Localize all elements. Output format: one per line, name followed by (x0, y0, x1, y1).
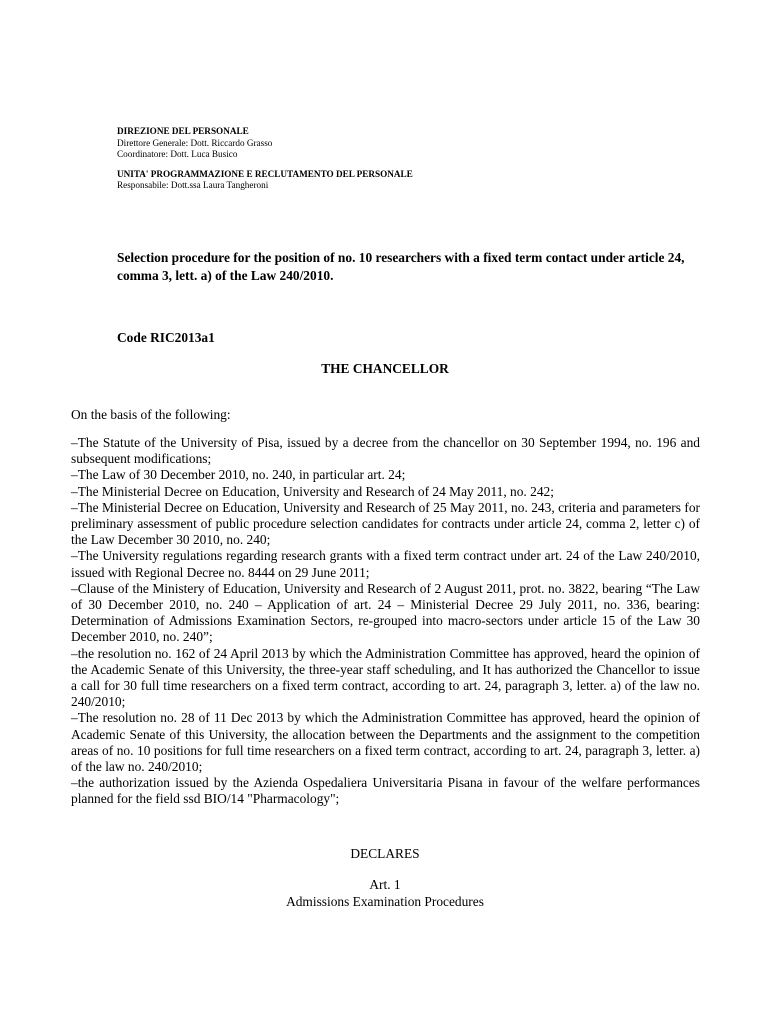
document-subject: Selection procedure for the position of no. 10 researchers with a fixed term contact under article 24, comma 3, lett. a) of the Law 240/2010. (117, 250, 685, 283)
coordinator-line: Coordinatore: Dott. Luca Busico (117, 149, 238, 160)
premises-list (71, 435, 700, 808)
premise-item: –The Ministerial Decree on Education, University and Research of 24 May 2011, no. 242; (71, 483, 554, 499)
premise-item: –The resolution no. 28 of 11 Dec 2013 by which the Administration Committee has approved, heard the opinion of Academic Senate of this University, the allocation between the Departments and the assignment to the competition areas of no. 10 positions for full time researchers on a fixed term contract, according to art. 24, paragraph 3, letter. a) of the law no. 240/2010; (71, 710, 700, 775)
unit-name: UNITA' PROGRAMMAZIONE E RECLUTAMENTO DEL PERSONALE (117, 168, 413, 179)
premise-item: –the authorization issued by the Azienda Ospedaliera Universitaria Pisana in favour of the welfare performances planned for the field ssd BIO/14 "Pharmacology"; (71, 775, 700, 807)
basis-intro: On the basis of the following: (71, 407, 231, 422)
premise-item: –the resolution no. 162 of 24 April 2013 by which the Administration Committee has approved, heard the opinion of the Academic Senate of this University, the three-year staff scheduling, and It has authorized the Chancellor to issue a call for 30 full time researchers on a fixed term contract, according to art. 24, paragraph 3, letter. a) of the law no. 240/2010; (71, 645, 700, 710)
declares-heading: DECLARES (350, 846, 420, 861)
article-heading (0, 876, 770, 910)
article-number: Art. 1 (369, 877, 401, 892)
department-name: DIREZIONE DEL PERSONALE (117, 126, 249, 136)
article-title: Admissions Examination Procedures (286, 894, 484, 909)
premise-item: –The Ministerial Decree on Education, University and Research of 25 May 2011, no. 243, criteria and parameters for preliminary assessment of public procedure selection candidates for contracts under article 24, comma 2, letter c) of the Law December 30 2010, no. 240; (71, 499, 700, 548)
procedure-code: Code RIC2013a1 (117, 330, 215, 345)
premise-item: –Clause of the Ministery of Education, University and Research of 2 August 2011, prot. no. 3822, bearing “The Law of 30 December 2010, no. 240 – Application of art. 24 – Ministerial Decree 29 July 2011, no. 336, bearing: Determination of Admissions Examination Sectors, re-grouped into macro-sectors under article 15 of the Law 30 December 2010, no. 240”; (71, 580, 700, 645)
chancellor-heading: THE CHANCELLOR (321, 361, 449, 376)
responsible-line: Responsabile: Dott.ssa Laura Tangheroni (117, 180, 269, 191)
premise-item: –The Statute of the University of Pisa, issued by a decree from the chancellor on 30 September 1994, no. 196 and subsequent modifications; (71, 435, 700, 467)
letterhead (117, 126, 677, 192)
director-line: Direttore Generale: Dott. Riccardo Grasso (117, 137, 273, 148)
premise-item: –The University regulations regarding research grants with a fixed term contract under art. 24 of the Law 240/2010, issued with Regional Decree no. 8444 on 29 June 2011; (71, 548, 700, 580)
premise-item: –The Law of 30 December 2010, no. 240, in particular art. 24; (71, 467, 406, 483)
